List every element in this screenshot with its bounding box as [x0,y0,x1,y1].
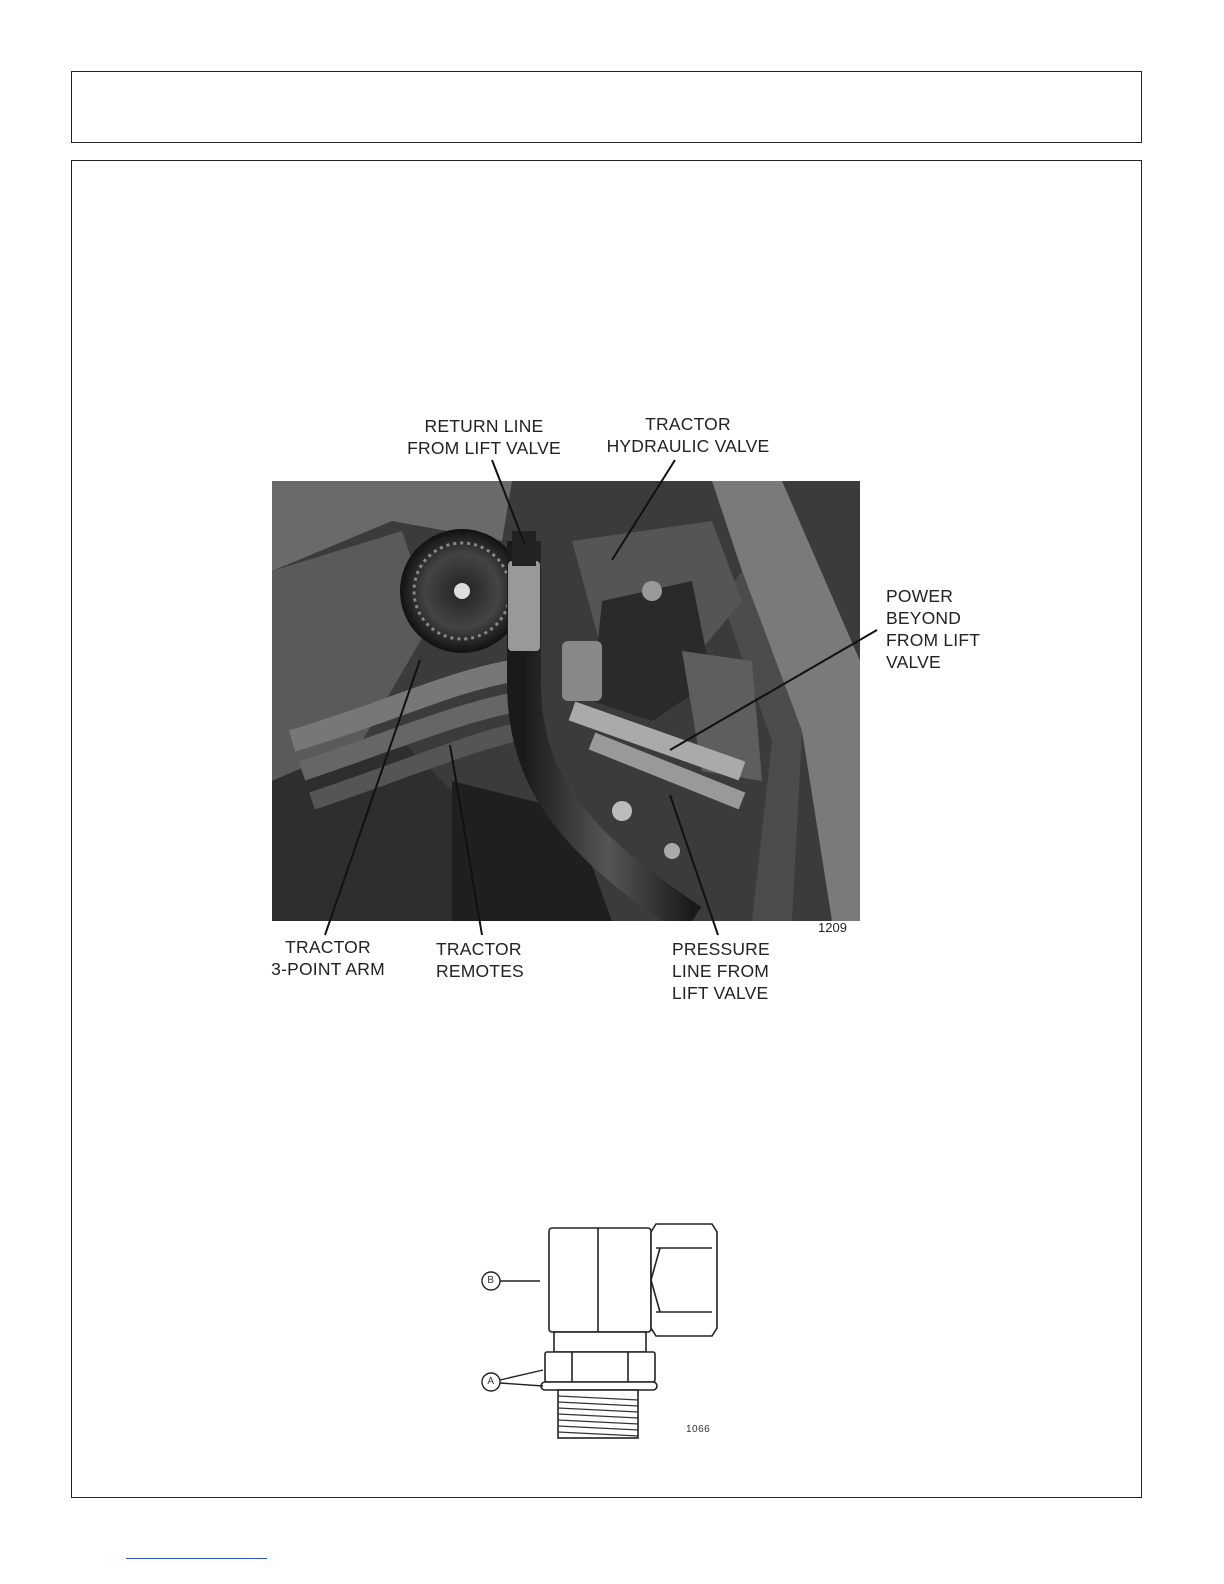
label-power-beyond-1: POWER [886,586,954,606]
label-hydraulic-valve-1: TRACTOR [645,414,731,434]
label-power-beyond-2: BEYOND [886,608,962,628]
figure-1-number: 1209 [818,920,847,935]
figure-2-number: 1066 [686,1424,711,1435]
label-remotes-1: TRACTOR [436,939,522,959]
side-hex-nut [651,1224,717,1336]
label-three-point-arm-1: TRACTOR [285,937,371,957]
footer-link-underline[interactable] [126,1558,267,1559]
label-power-beyond-4: VALVE [886,652,941,672]
label-three-point-arm-2: 3-POINT ARM [271,959,385,979]
label-hydraulic-valve-2: HYDRAULIC VALVE [606,436,770,456]
label-return-line-2: FROM LIFT VALVE [407,438,561,458]
lower-hex [545,1352,655,1382]
o-ring [541,1382,657,1390]
callout-a-letter: A [487,1376,495,1387]
label-remotes-2: REMOTES [436,961,524,981]
label-pressure-line-3: LIFT VALVE [672,983,769,1003]
fitting-body [549,1228,651,1332]
callout-b-letter: B [487,1275,495,1286]
label-pressure-line-2: LINE FROM [672,961,770,981]
label-return-line-1: RETURN LINE [424,416,544,436]
label-power-beyond-3: FROM LIFT [886,630,981,650]
label-pressure-line-1: PRESSURE [672,939,770,959]
